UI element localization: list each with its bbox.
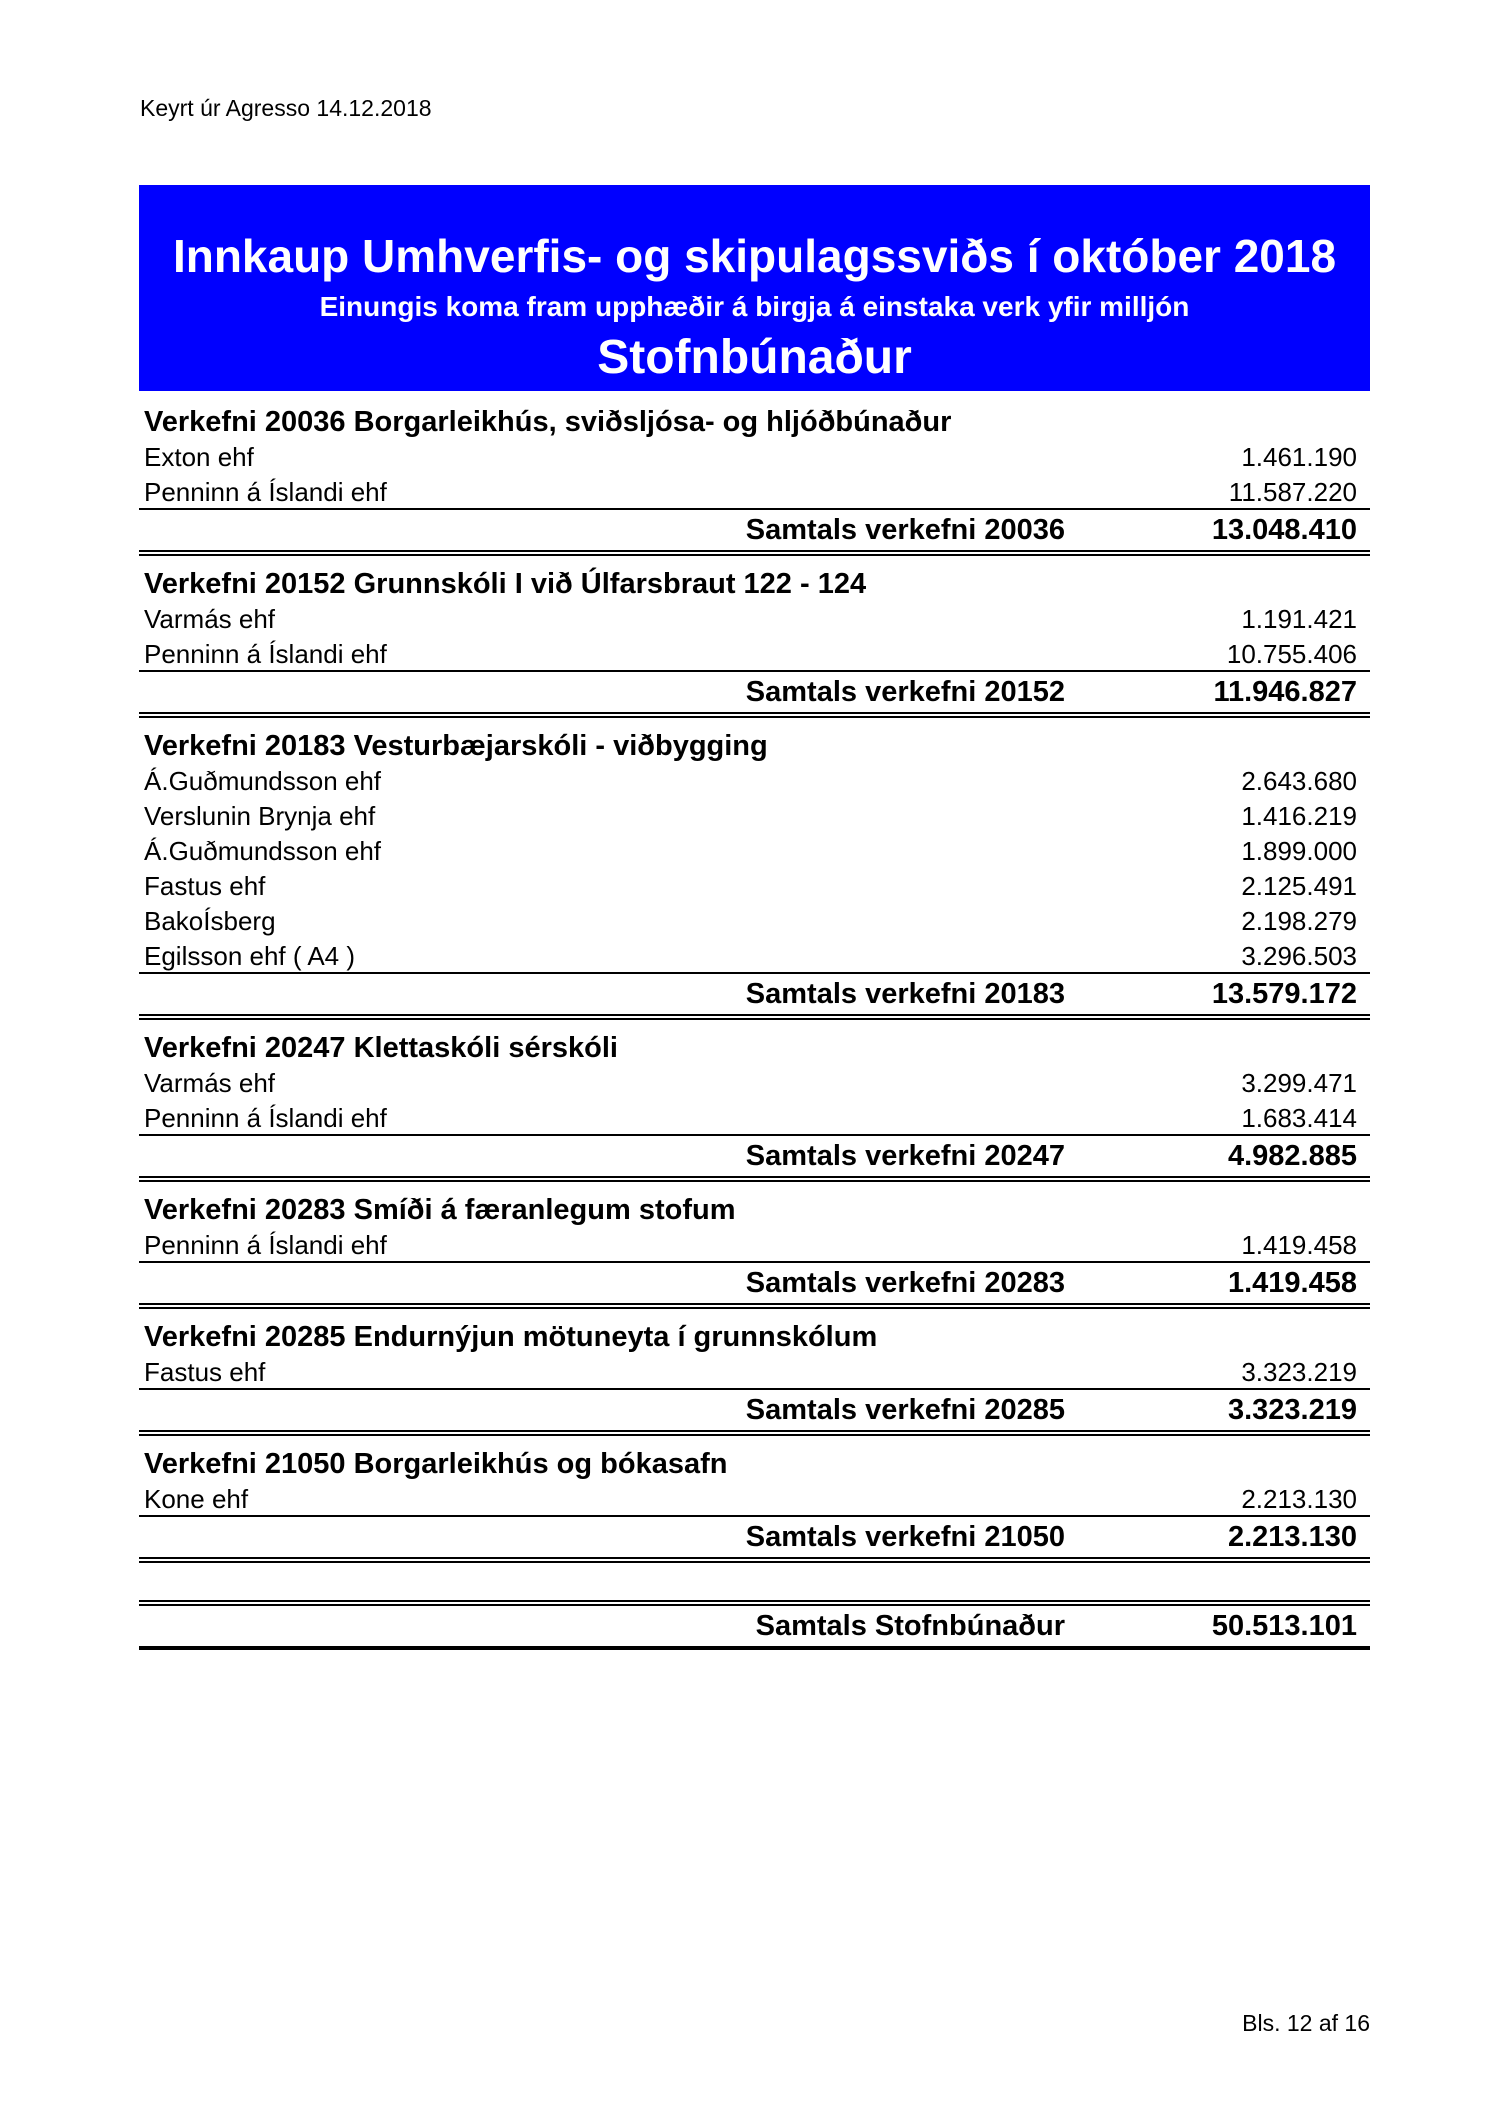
project-block: [139, 1446, 1370, 1563]
supplier-row: [139, 1101, 1370, 1136]
subtotal-label: Samtals verkefni 20152: [745, 676, 1065, 708]
project-title: Verkefni 20152 Grunnskóli I við Úlfarsbraut 122 - 124: [144, 568, 867, 600]
subtotal-label: Samtals verkefni 20183: [745, 978, 1065, 1010]
project-title: Verkefni 21050 Borgarleikhús og bókasafn: [144, 1448, 728, 1480]
subtotal-row: [139, 1517, 1370, 1563]
supplier-amount: 2.213.130: [1241, 1484, 1357, 1514]
grand-total-wrapper: [139, 1596, 1370, 1650]
supplier-amount: 10.755.406: [1226, 639, 1357, 669]
subtotal-amount: 13.579.172: [1211, 978, 1357, 1010]
supplier-row: [139, 602, 1370, 637]
supplier-row: [139, 799, 1370, 834]
project-title: Verkefni 20285 Endurnýjun mötuneyta í grunnskólum: [144, 1321, 878, 1353]
supplier-row: [139, 904, 1370, 939]
supplier-amount: 3.299.471: [1241, 1068, 1357, 1098]
supplier-name: Fastus ehf: [144, 1357, 266, 1387]
subtotal-row: [139, 1136, 1370, 1182]
supplier-row: [139, 1355, 1370, 1390]
project-title: Verkefni 20036 Borgarleikhús, sviðsljósa- og hljóðbúnaður: [144, 406, 952, 438]
supplier-row: [139, 475, 1370, 510]
section-gap: [139, 1309, 1370, 1319]
supplier-name: Á.Guðmundsson ehf: [144, 836, 382, 866]
subtotal-row: [139, 974, 1370, 1020]
supplier-row: [139, 440, 1370, 475]
supplier-name: Penninn á Íslandi ehf: [144, 639, 387, 669]
section-gap: [139, 1182, 1370, 1192]
supplier-name: Fastus ehf: [144, 871, 266, 901]
section-gap: [139, 556, 1370, 566]
subtotal-label: Samtals verkefni 20283: [745, 1267, 1065, 1299]
title-banner: [139, 185, 1370, 391]
grand-total-amount: 50.513.101: [1211, 1610, 1357, 1642]
supplier-amount: 1.899.000: [1241, 836, 1357, 866]
project-title: Verkefni 20183 Vesturbæjarskóli - viðbygging: [144, 730, 768, 762]
supplier-amount: 3.296.503: [1241, 941, 1357, 971]
supplier-name: Egilsson ehf ( A4 ): [144, 941, 355, 971]
supplier-amount: 1.191.421: [1241, 604, 1357, 634]
supplier-amount: 11.587.220: [1228, 477, 1357, 507]
subtotal-amount: 4.982.885: [1227, 1140, 1357, 1172]
supplier-row: [139, 1066, 1370, 1101]
project-block: [139, 404, 1370, 566]
supplier-name: BakoÍsberg: [144, 906, 276, 936]
subtotal-label: Samtals verkefni 20285: [745, 1394, 1065, 1426]
supplier-amount: 2.198.279: [1241, 906, 1357, 936]
supplier-name: Á.Guðmundsson ehf: [144, 766, 382, 796]
supplier-amount: 1.419.458: [1241, 1230, 1357, 1260]
supplier-amount: 3.323.219: [1241, 1357, 1357, 1387]
supplier-amount: 1.416.219: [1241, 801, 1357, 831]
supplier-row: [139, 1228, 1370, 1263]
supplier-name: Varmás ehf: [144, 1068, 276, 1098]
supplier-amount: 1.461.190: [1241, 442, 1357, 472]
section-gap: [139, 1020, 1370, 1030]
project-block: [139, 728, 1370, 1030]
category-title: Stofnbúnaður: [597, 331, 912, 384]
project-block: [139, 1319, 1370, 1446]
supplier-name: Verslunin Brynja ehf: [144, 801, 376, 831]
supplier-amount: 1.683.414: [1241, 1103, 1357, 1133]
section-gap: [139, 1436, 1370, 1446]
supplier-name: Kone ehf: [144, 1484, 249, 1514]
subtotal-row: [139, 1263, 1370, 1309]
subtotal-row: [139, 672, 1370, 718]
subtotal-amount: 1.419.458: [1227, 1267, 1357, 1299]
run-note: Keyrt úr Agresso 14.12.2018: [140, 95, 432, 121]
subtotal-label: Samtals verkefni 20247: [745, 1140, 1065, 1172]
report-table: [139, 404, 1370, 1563]
supplier-name: Exton ehf: [144, 442, 254, 472]
page-number: Bls. 12 af 16: [1242, 2010, 1370, 2036]
supplier-row: [139, 1482, 1370, 1517]
subtotal-amount: 13.048.410: [1211, 514, 1357, 546]
supplier-row: [139, 637, 1370, 672]
subtotal-label: Samtals verkefni 20036: [745, 514, 1065, 546]
project-block: [139, 1192, 1370, 1319]
project-block: [139, 566, 1370, 728]
supplier-name: Varmás ehf: [144, 604, 276, 634]
supplier-name: Penninn á Íslandi ehf: [144, 1103, 387, 1133]
project-title: Verkefni 20247 Klettaskóli sérskóli: [144, 1032, 618, 1064]
subtotal-amount: 3.323.219: [1227, 1394, 1357, 1426]
subtotal-amount: 2.213.130: [1227, 1521, 1357, 1553]
supplier-amount: 2.125.491: [1241, 871, 1357, 901]
supplier-name: Penninn á Íslandi ehf: [144, 1230, 387, 1260]
report-title: Innkaup Umhverfis- og skipulagssviðs í október 2018: [172, 230, 1337, 282]
section-gap: [139, 718, 1370, 728]
supplier-row: [139, 869, 1370, 904]
subtotal-amount: 11.946.827: [1213, 676, 1357, 708]
project-title: Verkefni 20283 Smíði á færanlegum stofum: [144, 1194, 736, 1226]
supplier-name: Penninn á Íslandi ehf: [144, 477, 387, 507]
supplier-row: [139, 834, 1370, 869]
subtotal-label: Samtals verkefni 21050: [745, 1521, 1065, 1553]
supplier-row: [139, 764, 1370, 799]
project-block: [139, 1030, 1370, 1192]
grand-total-row: [139, 1600, 1370, 1650]
subtotal-row: [139, 510, 1370, 556]
supplier-row: [139, 939, 1370, 974]
supplier-amount: 2.643.680: [1241, 766, 1357, 796]
report-subtitle: Einungis koma fram upphæðir á birgja á einstaka verk yfir milljón: [319, 291, 1190, 322]
grand-total-label: Samtals Stofnbúnaður: [755, 1610, 1065, 1642]
subtotal-row: [139, 1390, 1370, 1436]
